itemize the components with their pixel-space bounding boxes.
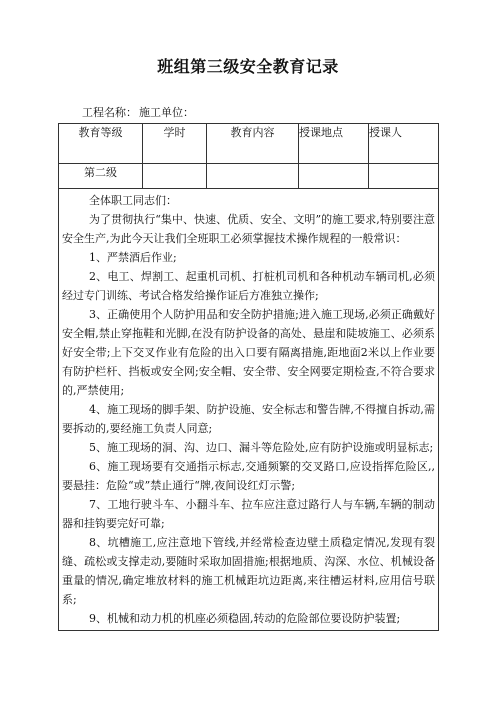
paragraph-rule-2: 2、电工、焊割工、起重机司机、打桩机司机和各种机动车辆司机,必须经过专门训练、考试合格发给操作证后方准独立操作; bbox=[62, 270, 435, 302]
document-title: 班组第三级安全教育记录 bbox=[157, 57, 339, 76]
paragraph-rule-6: 6、施工现场要有交通指示标志,交通频繁的交叉路口,应设指挥危险区,,要悬挂：危险“或”禁止通行“牌,夜间设红灯示警; bbox=[62, 460, 435, 492]
content-row bbox=[59, 189, 439, 631]
paragraph-rule-8: 8、坑槽施工,应注意地下管线,并经常检查边壁土质稳定情况,发现有裂缝、疏松或支撑走动,要随时采取加固措施;根据地质、沟深、水位、机械设备重量的情况,确定堆放材料的施工机械距坑边距离,来往槽运材料,应用信号联系; bbox=[62, 536, 435, 606]
education-record-table bbox=[58, 123, 439, 631]
header-row bbox=[59, 124, 439, 164]
paragraph-intro: 为了贯彻执行“集中、快速、优质、安全、文明”的施工要求,特别要注意安全生产,为此今天让我们全班职工必须掌握技术操作规程的一般常识： bbox=[62, 213, 435, 245]
hours-value bbox=[143, 164, 207, 189]
project-name-label: 工程名称： bbox=[82, 106, 137, 119]
paragraph-rule-7: 7、工地行驶斗车、小翻斗车、拉车应注意过路行人与车辆,车辆的制动器和挂钩要完好可靠; bbox=[62, 498, 435, 530]
paragraph-rule-1: 1、严禁酒后作业; bbox=[89, 251, 177, 264]
paragraph-rule-4: 4、施工现场的脚手架、防护设施、安全标志和警告牌,不得擅自拆动,需要拆动的,要经施工负责人同意; bbox=[62, 403, 435, 435]
header-education-content: 教育内容 bbox=[207, 124, 299, 164]
level-row bbox=[59, 164, 439, 189]
header-education-level: 教育等级 bbox=[59, 124, 143, 164]
paragraph-rule-5: 5、施工现场的洞、沟、边口、漏斗等危险处,应有防护设施或明显标志; bbox=[89, 441, 434, 454]
meta-line bbox=[82, 104, 196, 120]
header-lecturer: 授课人 bbox=[369, 124, 439, 164]
greeting: 全体职工同志们： bbox=[89, 194, 177, 207]
paragraph-rule-9: 9、机械和动力机的机座必须稳固,转动的危险部位要设防护装置; bbox=[89, 612, 401, 625]
paragraph-rule-3: 3、正确使用个人防护用品和安全防护措施;进入施工现场,必须正确戴好安全帽,禁止穿拖鞋和光脚,在没有防护设备的高处、悬崖和陡坡施工、必须系好安全带;上下交叉作业有危险的出入口要有隔离措施,距地面2米以上作业要有防护栏杆、挡板或安全网;安全帽、安全带、安全网要定期检查,不符合要求的,严禁使用; bbox=[62, 308, 435, 397]
header-lecture-place: 授课地点 bbox=[299, 124, 369, 164]
teacher-value bbox=[369, 164, 439, 189]
education-content-body bbox=[59, 189, 439, 631]
construction-unit-label: 施工单位： bbox=[139, 106, 194, 119]
level-value: 第二级 bbox=[59, 164, 143, 189]
content-value bbox=[207, 164, 299, 189]
header-hours: 学时 bbox=[143, 124, 207, 164]
place-value bbox=[299, 164, 369, 189]
